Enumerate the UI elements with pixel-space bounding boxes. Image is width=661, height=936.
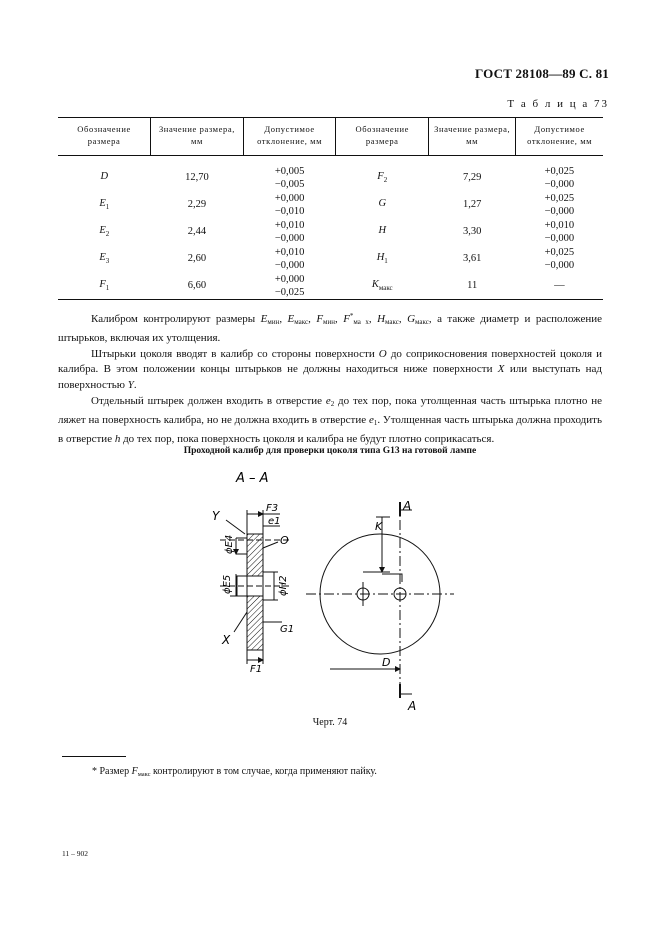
gauge-drawing [190,462,480,714]
designation-cell: $F_1$ [58,272,151,300]
col-header-tolerance-2: Допустимое отклонение, мм [516,118,603,156]
table-row [58,156,603,192]
label-d: D [382,656,391,669]
value-cell: 3,61 [462,253,482,264]
label-e4: ϕE4 [224,534,235,554]
label-e1: e1 [268,516,281,527]
value-cell: 12,70 [185,172,209,183]
label-h2: ϕH2 [278,575,289,596]
section-title: A – A [236,471,269,486]
tolerance-cell: — [516,272,603,300]
label-a-bottom: A [408,699,417,713]
footnote: * Размер $F_{макс}$ контролируют в том случае, когда применяют пайку. [92,766,377,778]
figure-caption: Проходной калибр для проверки цоколя типа G13 на готовой лампе [183,446,477,456]
col-header-value-2: Значение размера, мм [429,118,516,156]
tolerance-cell: +0,010 −0,000 [544,219,575,244]
document-header: ГОСТ 28108—89 С. 81 [475,66,609,81]
label-e5: ϕE5 [222,574,233,594]
designation-cell: $E_2$ [99,225,110,238]
designation-cell: H [378,225,387,236]
col-header-designation-2: Обозначение размера [336,118,429,156]
label-g1: G1 [280,624,295,635]
designation-cell: D [100,171,109,182]
table-row [58,245,603,272]
label-o: O [280,534,289,547]
label-k: K [375,520,383,533]
tolerance-cell: +0,010 −0,000 [274,246,305,271]
paragraph-2: Штырьки цоколя вводят в калибр со стороны поверхности O до соприкосновения поверхностей цоколя и калибра. В этом положении концы штырьков не должны находиться ниже поверхности X или выступать над поверхностью Y. [58,347,602,392]
value-cell: 6,60 [151,272,244,300]
paragraph-3: Отдельный штырек должен входить в отверстие e2 до тех пор, пока утолщенная часть штырька плотно не ляжет на поверхность калибра, но не должна входить в отверстие e1. Утолщенная часть штырька должна проходить в отверстие h до тех пор, пока поверхность цоколя и калибра не будут плотно соприкасаться. [58,394,602,445]
tolerance-cell: +0,010 −0,000 [274,219,305,244]
col-header-designation-1: Обозначение размера [58,118,151,156]
label-f3: F3 [266,503,279,514]
table-label: Т а б л и ц а 73 [507,98,609,110]
value-cell: 2,29 [187,199,207,210]
designation-cell: $E_1$ [99,198,110,211]
tolerance-cell: +0,005 −0,005 [274,165,305,190]
col-header-tolerance-1: Допустимое отклонение, мм [243,118,336,156]
tolerance-cell: +0,025 −0,000 [544,192,575,217]
designation-cell: $F_2$ [377,171,388,184]
designation-cell: G [378,198,387,209]
value-cell: 11 [429,272,516,300]
designation-cell: $H_1$ [376,252,388,265]
tolerance-cell: +0,025 −0,000 [544,246,575,271]
col-header-value-1: Значение размера, мм [151,118,244,156]
figure-number: Черт. 74 [312,717,348,728]
table-row [58,218,603,245]
tolerance-cell: +0,025 −0,000 [544,165,575,190]
value-cell: 1,27 [462,199,482,210]
designation-cell: $E_3$ [99,252,110,265]
label-f1: F1 [250,664,263,675]
label-a-top: A [403,499,412,513]
body-text [58,309,602,447]
value-cell: 7,29 [462,172,482,183]
tolerance-cell: +0,000 −0,025 [243,272,336,300]
label-x: X [222,633,231,647]
page-code: 11 – 902 [62,849,88,858]
tolerance-cell: +0,000 −0,010 [274,192,305,217]
value-cell: 2,60 [187,253,207,264]
footnote-divider [62,756,126,757]
paragraph-1: Калибром контролируют размеры Eмин, Eмакс, Fмин, F*ма х, Hмакс, Gмакс, а также диаметр и расположение штырьков, включая их утолщения. [58,312,603,344]
dimensions-table [58,117,603,300]
value-cell: 2,44 [187,226,207,237]
designation-cell: $K_{макс}$ [336,272,429,300]
table-row [58,191,603,218]
table-row [58,272,603,300]
label-y: Y [212,509,220,523]
value-cell: 3,30 [462,226,482,237]
